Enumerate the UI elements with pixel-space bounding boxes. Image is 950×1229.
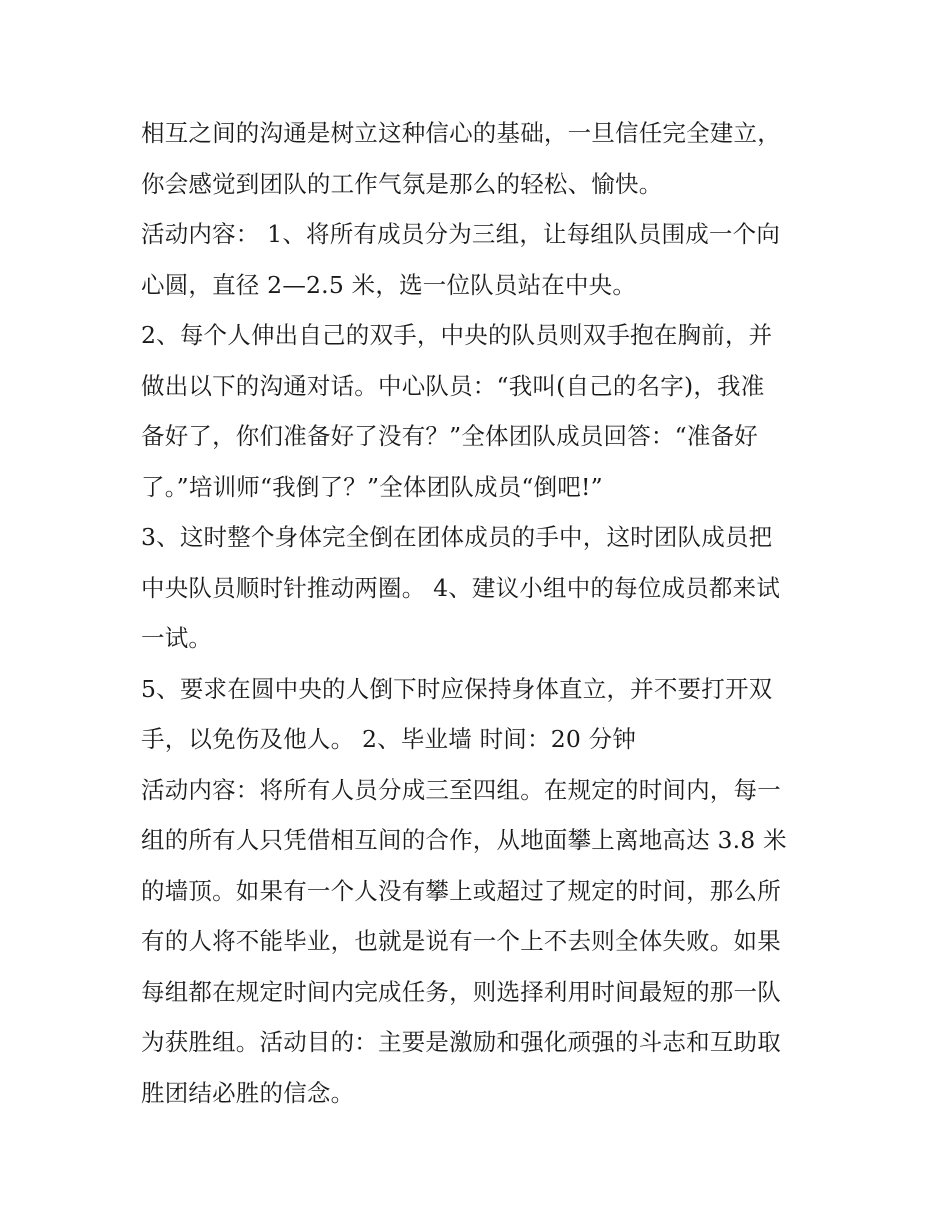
text-line: 为获胜组。活动目的：主要是激励和强化顽强的斗志和互助取 — [141, 1028, 781, 1056]
text-line: 相互之间的沟通是树立这种信心的基础，一旦信任完全建立， — [141, 119, 781, 147]
body-text — [141, 108, 821, 1118]
text-line: 心圆，直径 2—2.5 米，选一位队员站在中央。 — [141, 270, 637, 299]
text-line: 了。”培训师“我倒了？”全体团队成员“倒吧!” — [141, 472, 603, 501]
text-line: 的墙顶。如果有一个人没有攀上或超过了规定的时间，那么所 — [141, 876, 781, 905]
text-line: 一试。 — [141, 624, 213, 652]
text-line: 备好了，你们准备好了没有？”全体团队成员回答：“准备好 — [141, 422, 758, 450]
text-line: 每组都在规定时间内完成任务，则选择利用时间最短的那一队 — [141, 977, 781, 1006]
text-line: 活动内容： 1、将所有成员分为三组，让每组队员围成一个向 — [141, 220, 781, 248]
text-line: 做出以下的沟通对话。中心队员：“我叫(自己的名字)，我准 — [141, 371, 765, 400]
text-line: 手，以免伤及他人。 2、毕业墙 时间：20 分钟 — [141, 725, 637, 753]
text-line: 有的人将不能毕业，也就是说有一个上不去则全体失败。如果 — [141, 927, 781, 955]
text-line: 组的所有人只凭借相互间的合作，从地面攀上离地高达 3.8 米 — [141, 826, 787, 854]
text-line: 2、每个人伸出自己的双手，中央的队员则双手抱在胸前，并 — [141, 321, 773, 349]
text-line: 中央队员顺时针推动两圈。 4、建议小组中的每位成员都来试 — [141, 573, 781, 602]
text-line: 活动内容：将所有人员分成三至四组。在规定的时间内，每一 — [141, 775, 781, 804]
text-line: 你会感觉到团队的工作气氛是那么的轻松、愉快。 — [141, 169, 663, 198]
text-line: 3、这时整个身体完全倒在团体成员的手中，这时团队成员把 — [141, 523, 773, 551]
text-line: 胜团结必胜的信念。 — [141, 1078, 355, 1107]
text-line: 5、要求在圆中央的人倒下时应保持身体直立，并不要打开双 — [141, 674, 773, 703]
